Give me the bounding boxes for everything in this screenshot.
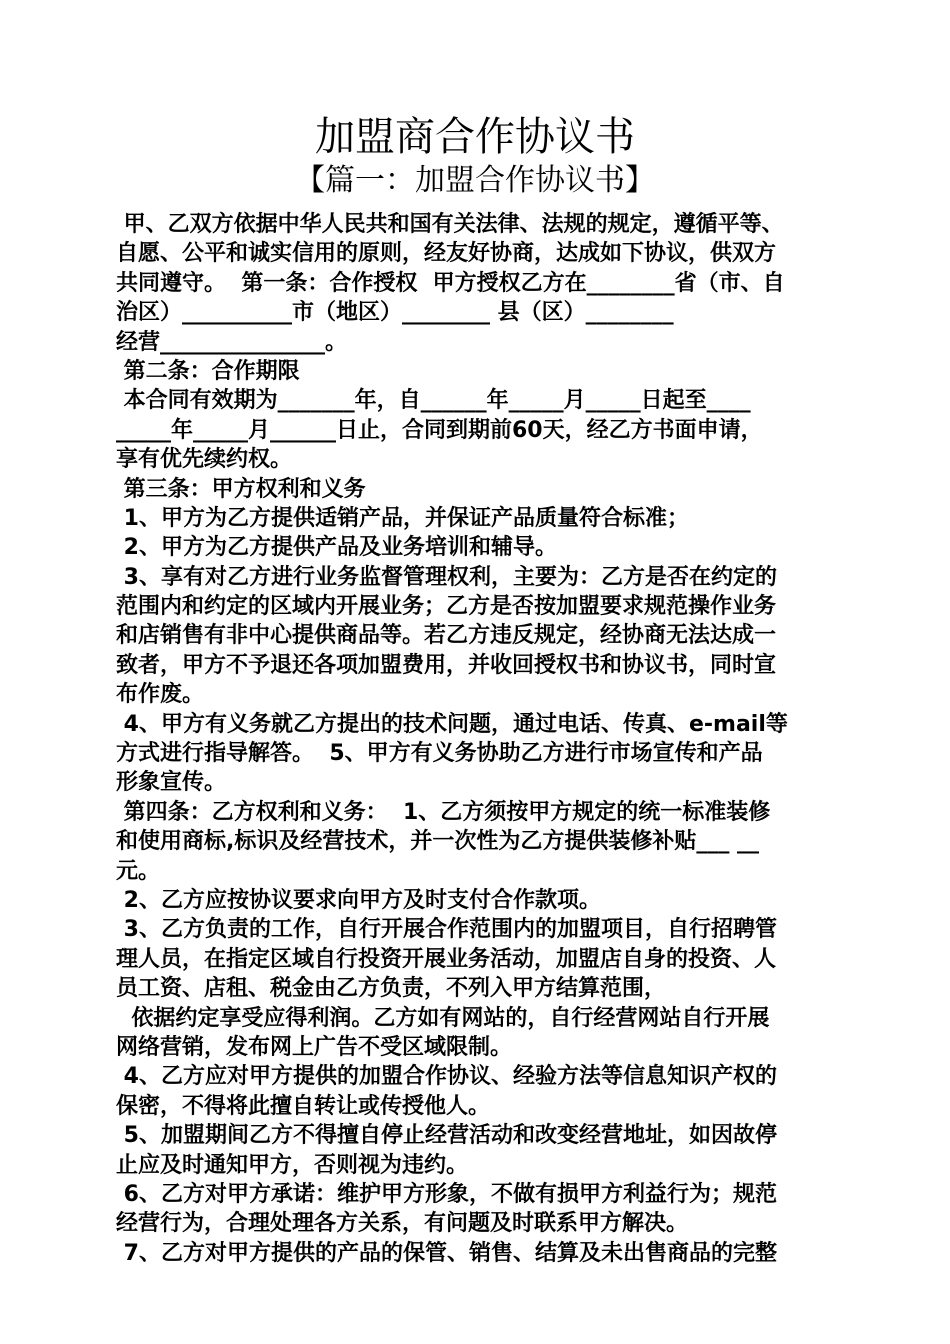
body-line: 和使用商标,标识及经营技术，并一次性为乙方提供装修补贴___ __: [116, 829, 760, 855]
body-line: 6、乙方对甲方承诺：维护甲方形象，不做有损甲方利益行为；规范: [116, 1181, 777, 1207]
body-line: 本合同有效期为_______年，自______年_____月_____日起至____: [116, 388, 751, 414]
body-line: 范围内和约定的区域内开展业务；乙方是否按加盟要求规范操作业务: [116, 594, 777, 620]
body-line: 2、甲方为乙方提供产品及业务培训和辅导。: [116, 535, 557, 561]
body-line: 止应及时通知甲方，否则视为违约。: [116, 1152, 469, 1178]
body-line: 3、乙方负责的工作，自行开展合作范围内的加盟项目，自行招聘管: [116, 917, 777, 943]
body-line: 1、甲方为乙方提供适销产品，并保证产品质量符合标准；: [116, 505, 689, 531]
body-line: 员工资、店租、税金由乙方负责，不列入甲方结算范围，: [116, 976, 667, 1002]
body-line: 形象宣传。: [116, 770, 227, 796]
body-line: 理人员，在指定区域自行投资开展业务活动，加盟店自身的投资、人: [116, 946, 777, 972]
body-line: 经营行为，合理处理各方关系，有问题及时联系甲方解决。: [116, 1211, 689, 1237]
body-line: 2、乙方应按协议要求向甲方及时支付合作款项。: [116, 887, 601, 913]
body-line: 致者，甲方不予退还各项加盟费用，并收回授权书和协议书，同时宣: [116, 652, 777, 678]
body-line: 布作废。: [116, 682, 205, 708]
body-line: 保密，不得将此擅自转让或传授他人。: [116, 1093, 491, 1119]
body-line: 和店销售有非中心提供商品等。若乙方违反规定，经协商无法达成一: [116, 623, 777, 649]
body-line: 元。: [116, 858, 161, 884]
body-line: 3、享有对乙方进行业务监督管理权利，主要为：乙方是否在约定的: [116, 564, 777, 590]
body-line: 7、乙方对甲方提供的产品的保管、销售、结算及未出售商品的完整: [116, 1240, 777, 1266]
document-body: [116, 210, 836, 1268]
document-subtitle: 【篇一：加盟合作协议书】: [295, 163, 655, 198]
body-line: 网络营销，发布网上广告不受区域限制。: [116, 1034, 513, 1060]
body-line: 自愿、公平和诚实信用的原则，经友好协商，达成如下协议，供双方: [116, 241, 777, 267]
body-line: 甲、乙双方依据中华人民共和国有关法律、法规的规定，遵循平等、: [116, 212, 784, 237]
body-line: 治区）__________市（地区）________ 县（区）________: [116, 300, 674, 326]
body-line: 享有优先续约权。: [116, 447, 293, 473]
body-line: 第二条：合作期限: [116, 358, 300, 384]
body-line: 第四条：乙方权利和义务： 1、乙方须按甲方规定的统一标准装修: [116, 799, 771, 825]
body-line: 依据约定享受应得利润。乙方如有网站的，自行经营网站自行开展: [116, 1005, 770, 1031]
body-line: _____年_____月______日止，合同到期前60天，经乙方书面申请，: [116, 417, 763, 443]
document-title: 加盟商合作协议书: [315, 114, 635, 160]
body-line: 共同遵守。 第一条：合作授权 甲方授权乙方在________省（市、自: [116, 270, 785, 296]
body-line: 5、加盟期间乙方不得擅自停止经营活动和改变经营地址，如因故停: [116, 1123, 777, 1149]
body-line: 第三条：甲方权利和义务: [116, 476, 366, 502]
body-line: 4、甲方有义务就乙方提出的技术问题，通过电话、传真、e-mail等: [116, 711, 788, 737]
body-line: 方式进行指导解答。 5、甲方有义务协助乙方进行市场宣传和产品: [116, 741, 763, 767]
body-line: 经营_______________。: [116, 329, 348, 355]
body-line: 4、乙方应对甲方提供的加盟合作协议、经验方法等信息知识产权的: [116, 1064, 777, 1090]
